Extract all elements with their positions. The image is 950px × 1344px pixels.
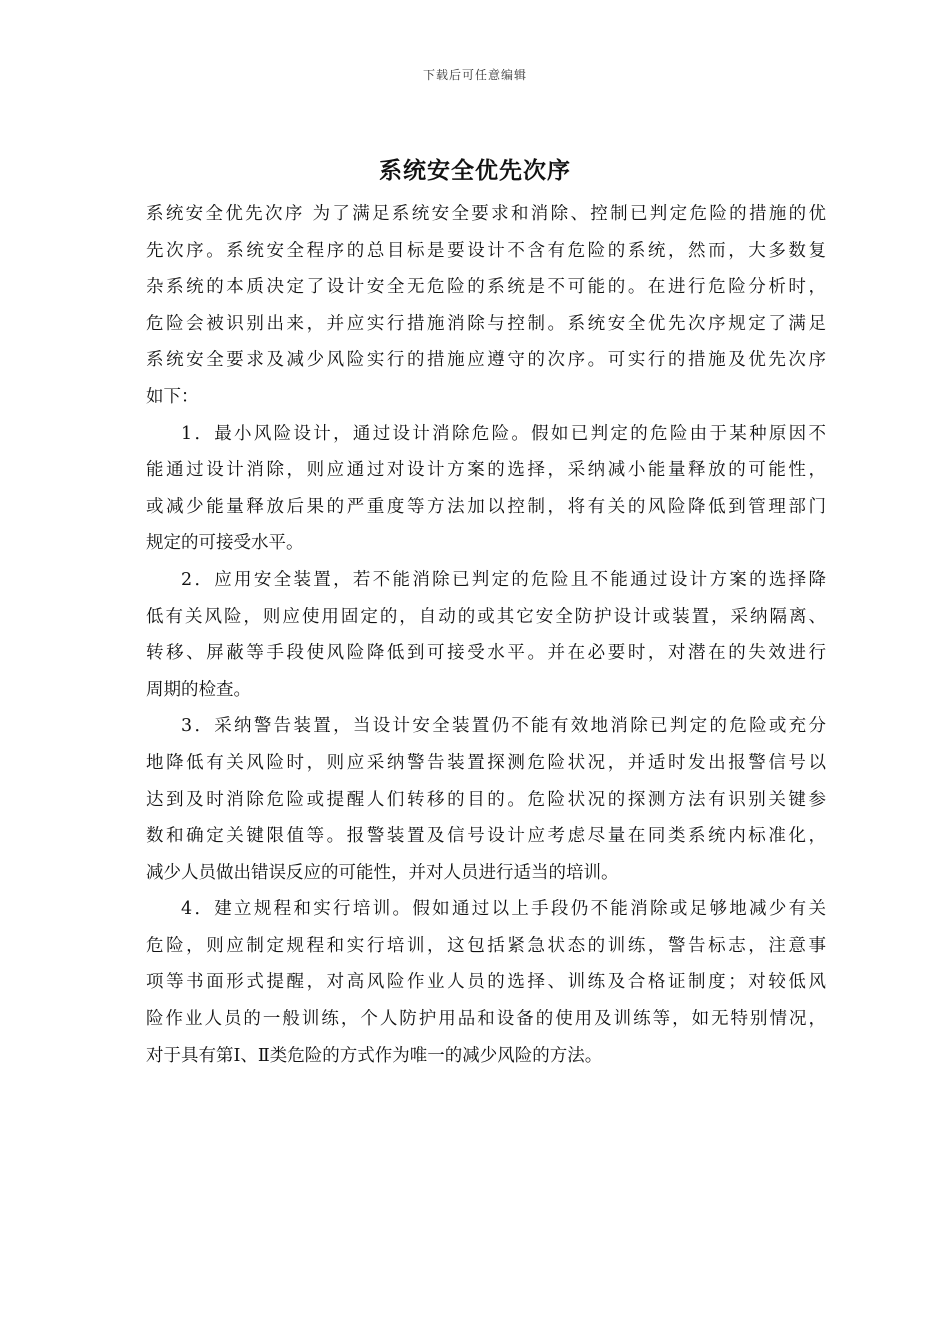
body-text-line: 或减少能量释放后果的严重度等方法加以控制，将有关的风险降低到管理部门	[146, 496, 826, 517]
body-text-line: 系统安全优先次序 为了满足系统安全要求和消除、控制已判定危险的措施的优	[146, 204, 826, 224]
document-body	[146, 196, 826, 1074]
body-text-line: 周期的检查。	[146, 679, 251, 700]
body-text-line: 对于具有第Ⅰ、Ⅱ类危险的方式作为唯一的减少风险的方法。	[146, 1045, 603, 1066]
body-text-line: 低有关风险，则应使用固定的，自动的或其它安全防护设计或装置，采纳隔离、	[146, 606, 826, 627]
body-text-line: 项等书面形式提醒，对高风险作业人员的选择、训练及合格证制度；对较低风	[146, 972, 826, 993]
body-text-line: 转移、屏蔽等手段使风险降低到可接受水平。并在必要时，对潜在的失效进行	[146, 643, 826, 664]
body-text-line: 危险，则应制定规程和实行培训，这包括紧急状态的训练，警告标志，注意事	[146, 935, 826, 956]
body-text-line: 危险会被识别出来，并应实行措施消除与控制。系统安全优先次序规定了满足	[146, 313, 826, 334]
header-note: 下载后可任意编辑	[422, 68, 527, 82]
body-text-line: 数和确定关键限值等。报警装置及信号设计应考虑尽量在同类系统内标准化，	[146, 826, 826, 847]
body-text-line: 4．建立规程和实行培训。假如通过以上手段仍不能消除或足够地减少有关	[181, 899, 826, 920]
body-text-line: 2．应用安全装置，若不能消除已判定的危险且不能通过设计方案的选择降	[181, 569, 826, 590]
body-text-line: 先次序。系统安全程序的总目标是要设计不含有危险的系统，然而，大多数复	[146, 240, 826, 261]
body-text-line: 1．最小风险设计，通过设计消除危险。假如已判定的危险由于某种原因不	[181, 423, 826, 444]
body-text-line: 险作业人员的一般训练，个人防护用品和设备的使用及训练等，如无特别情况，	[146, 1009, 826, 1030]
body-text-line: 如下：	[146, 386, 199, 407]
body-text-line: 减少人员做出错误反应的可能性，并对人员进行适当的培训。	[146, 862, 619, 883]
body-text-line: 3．采纳警告装置，当设计安全装置仍不能有效地消除已判定的危险或充分	[181, 716, 826, 737]
body-text-line: 规定的可接受水平。	[146, 533, 304, 554]
body-text-line: 能通过设计消除，则应通过对设计方案的选择，采纳减小能量释放的可能性，	[146, 460, 826, 481]
body-text-line: 系统安全要求及减少风险实行的措施应遵守的次序。可实行的措施及优先次序	[146, 350, 826, 371]
body-text-line: 杂系统的本质决定了设计安全无危险的系统是不可能的。在进行危险分析时，	[146, 277, 826, 298]
body-text-line: 达到及时消除危险或提醒人们转移的目的。危险状况的探测方法有识别关键参	[146, 789, 826, 810]
body-text-line: 地降低有关风险时，则应采纳警告装置探测危险状况，并适时发出报警信号以	[146, 752, 826, 773]
document-title: 系统安全优先次序	[379, 157, 571, 184]
